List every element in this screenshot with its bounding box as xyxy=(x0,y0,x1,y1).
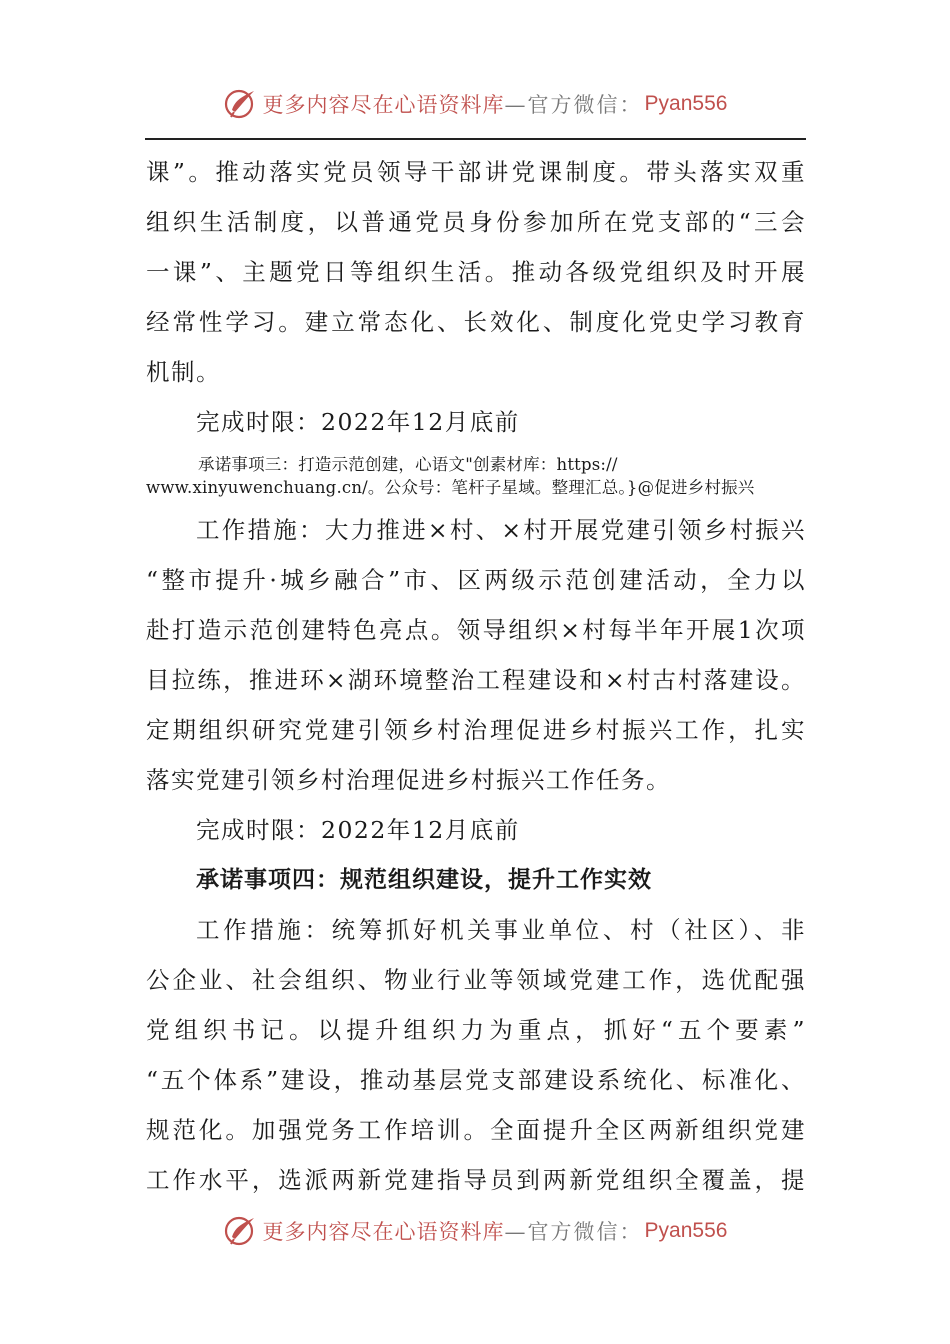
banner-title: 更多内容尽在心语资料库 xyxy=(262,1220,505,1244)
footer-banner xyxy=(0,1211,950,1251)
banner-title: 更多内容尽在心语资料库 xyxy=(262,93,505,117)
body-line: 工作措施：大力推进×村、×村开展党建引领乡村振兴 xyxy=(196,516,806,544)
body-line: “五个体系”建设，推动基层党支部建设系统化、标准化、 xyxy=(146,1066,806,1094)
body-line: 机制。 xyxy=(146,358,221,386)
wechat-id: Pyan556 xyxy=(644,92,728,115)
header-banner xyxy=(0,84,950,124)
body-line: 目拉练，推进环×湖环境整治工程建设和×村古村落建设。 xyxy=(146,666,806,694)
body-line: “整市提升·城乡融合”市、区两级示范创建活动，全力以 xyxy=(146,566,806,594)
watermark-line: 承诺事项三：打造示范创建，心语文"创素材库：https:// xyxy=(198,455,618,474)
header-rule xyxy=(145,138,806,140)
body-line: 一课”、主题党日等组织生活。推动各级党组织及时开展 xyxy=(146,258,806,286)
body-line: 定期组织研究党建引领乡村治理促进乡村振兴工作，扎实 xyxy=(146,716,806,744)
document-body xyxy=(146,147,806,1205)
body-line: 经常性学习。建立常态化、长效化、制度化党史学习教育 xyxy=(146,308,806,336)
body-line: 公企业、社会组织、物业行业等领域党建工作，选优配强 xyxy=(146,966,806,994)
banner-label: —官方微信： xyxy=(504,93,643,117)
pen-logo-icon xyxy=(223,86,259,122)
body-line: 组织生活制度，以普通党员身份参加所在党支部的“三会 xyxy=(146,208,806,236)
body-line: 工作水平，选派两新党建指导员到两新党组织全覆盖，提 xyxy=(146,1166,806,1194)
section-heading: 承诺事项四：规范组织建设，提升工作实效 xyxy=(196,867,652,893)
deadline-line: 完成时限：2022年12月底前 xyxy=(196,408,520,436)
body-line: 规范化。加强党务工作培训。全面提升全区两新组织党建 xyxy=(146,1116,806,1144)
watermark-line: www.xinyuwenchuang.cn/。公众号：笔杆子星域。整理汇总。}@促进乡村振兴 xyxy=(146,478,755,497)
body-line: 工作措施：统筹抓好机关事业单位、村（社区）、非 xyxy=(196,916,806,944)
deadline-line: 完成时限：2022年12月底前 xyxy=(196,816,520,844)
body-line: 落实党建引领乡村治理促进乡村振兴工作任务。 xyxy=(146,766,671,794)
body-line: 赴打造示范创建特色亮点。领导组织×村每半年开展1次项 xyxy=(146,616,806,644)
pen-logo-icon xyxy=(223,1213,259,1249)
banner-label: —官方微信： xyxy=(504,1220,643,1244)
wechat-id: Pyan556 xyxy=(644,1219,728,1242)
body-line: 课”。推动落实党员领导干部讲党课制度。带头落实双重 xyxy=(146,158,806,186)
body-line: 党组织书记。以提升组织力为重点，抓好“五个要素” xyxy=(146,1016,806,1044)
